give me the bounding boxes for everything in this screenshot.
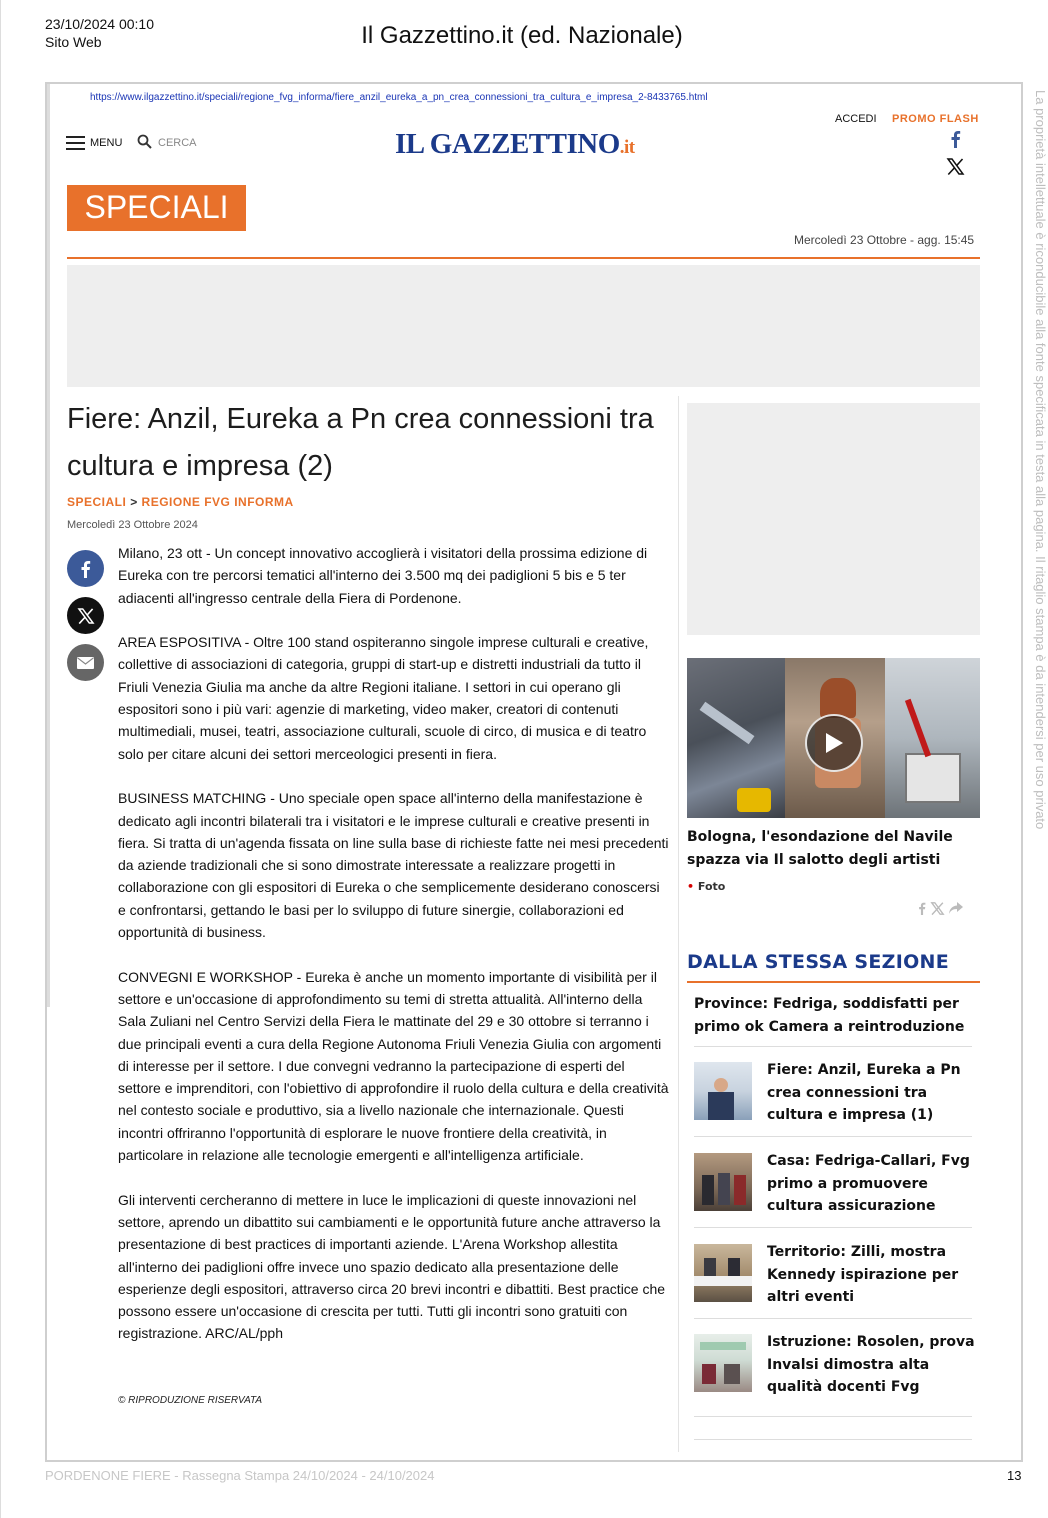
- same-section-heading: DALLA STESSA SEZIONE: [687, 951, 950, 973]
- related-title[interactable]: Fiere: Anzil, Eureka a Pn crea connessioni tra cultura e impresa (1): [767, 1062, 961, 1123]
- related-title[interactable]: Casa: Fedriga-Callari, Fvg primo a promuovere cultura assicurazione: [767, 1153, 970, 1214]
- article-paragraph: BUSINESS MATCHING - Uno speciale open space all'interno della manifestazione è dedicato agli incontri bilaterali tra i visitatori e le imprese culturali e creative presenti in fiera. Si tratta di un'agenda fissata on line sulla base di richieste fatte nei mesi precedenti da aziende tradizionali che si sono dimostrate interessate a realizzare progetti in collaborazione con gli espositori di Eureka o che semplicemente desiderano conoscersi e confrontarsi, gettando le basi per lo sviluppo di future sinergie, collaborazioni ed opportunità di business.: [118, 790, 669, 941]
- sidebar-ad-placeholder: [687, 403, 980, 635]
- article-paragraph: Milano, 23 ott - Un concept innovativo accoglierà i visitatori della prossima edizione di Eureka con tre percorsi tematici all'interno dei 3.500 mq dei padiglioni 5 bis e 5 ter adiacenti all'ingresso centrale della Fiera di Pordenone.: [118, 545, 648, 606]
- facebook-icon: [80, 559, 91, 579]
- share-x-button[interactable]: [67, 597, 104, 634]
- related-article-item[interactable]: [694, 1153, 979, 1233]
- article-paragraph: AREA ESPOSITIVA - Oltre 100 stand ospiteranno singole imprese culturali e creative, collettive di associazioni di categoria, gruppi di start-up e distretti industriali da tutto il Friuli Venezia Giulia ma anche da altre Regioni italiane. I settori in cui operano gli espositori sono i più vari: agenzie di marketing, video maker, creatori di contenuti multimediali, musei, teatri, associazione culturali, scuole di circo, di musica e di teatro solo per citare alcuni dei settori merceologici presenti in fiera.: [118, 634, 649, 762]
- mail-icon: [77, 657, 94, 669]
- search-button[interactable]: [137, 134, 197, 152]
- video-thumbnail[interactable]: [687, 658, 980, 818]
- related-article-first[interactable]: Province: Fedriga, soddisfatti per primo ok Camera a reintroduzione: [694, 996, 965, 1035]
- x-icon[interactable]: [947, 158, 964, 180]
- related-title[interactable]: Istruzione: Rosolen, prova Invalsi dimostra alta qualità docenti Fvg: [767, 1334, 975, 1395]
- related-article-item[interactable]: [694, 1334, 979, 1414]
- related-divider: [694, 1416, 972, 1417]
- x-icon: [931, 902, 944, 915]
- page-number: 13: [1007, 1468, 1022, 1483]
- article-paragraph: CONVEGNI E WORKSHOP - Eureka è anche un momento importante di visibilità per il settore e un'occasione di approfondimento su temi di stretta attualità. All'interno della Sala Zuliani nel Centro Servizi della Fiera le mattinate del 29 e 30 ottobre si terranno i due principali eventi a cura della Regione Autonoma Friuli Venezia Giulia con argomenti di interesse per il settore. I due convegni vedranno la partecipazione di esperti del settore e imprenditori, con l'obiettivo di approfondire il ruolo della cultura e della creatività nel contesto sociale e produttivo, sia a livello nazionale che internazionale. Questi incontri offriranno l'opportunità di esplorare le nuove frontiere della creatività, in particolare in relazione alle tecnologie emergenti e all'intelligenza artificiale.: [118, 968, 669, 1164]
- breadcrumb-subsection[interactable]: REGIONE FVG INFORMA: [141, 495, 294, 509]
- top-ad-placeholder: [67, 265, 980, 387]
- header-divider: [67, 257, 980, 259]
- related-divider: [694, 1046, 972, 1047]
- search-label: CERCA: [158, 137, 197, 149]
- share-facebook-button[interactable]: [67, 550, 104, 587]
- related-thumbnail: [694, 1062, 752, 1120]
- video-title[interactable]: Bologna, l'esondazione del Navile spazza via Il salotto degli artisti: [687, 829, 953, 868]
- related-title[interactable]: Territorio: Zilli, mostra Kennedy ispirazione per altri eventi: [767, 1244, 959, 1305]
- share-mail-button[interactable]: [67, 644, 104, 681]
- facebook-icon[interactable]: [950, 130, 961, 153]
- publication-title: Il Gazzettino.it (ed. Nazionale): [361, 22, 683, 49]
- video-share-icons: [918, 902, 963, 915]
- page-edge: [0, 0, 1, 1518]
- article-paragraph: Gli interventi cercheranno di mettere in luce le implicazioni di queste innovazioni nel settore, aprendo un dibattito sui cambiamenti e le opportunità future anche attraverso la presentazione di best practices di importanti aziende. L'Arena Workshop allestita all'interno dei padiglioni offre invece uno spazio dedicato alla presentazione delle esperienze degli espositori, attraverso circa 20 brevi incontri e dibattiti. Best practice che possono essere un'occasione di crescita per tutti. Tutti gli incontri sono gratuiti con registrazione. ARC/AL/pph: [118, 1191, 666, 1342]
- article-date: Mercoledì 23 Ottobre 2024: [67, 519, 198, 531]
- menu-icon: [66, 136, 85, 150]
- related-divider: [694, 1318, 972, 1319]
- play-icon[interactable]: [805, 714, 863, 772]
- related-divider: [694, 1439, 972, 1440]
- facebook-icon: [918, 902, 926, 915]
- heading-underline: [687, 981, 980, 983]
- article-body: [118, 542, 670, 1367]
- copyright-notice: © RIPRODUZIONE RISERVATA: [118, 1395, 263, 1406]
- column-divider: [678, 396, 679, 1452]
- menu-label: MENU: [90, 137, 123, 149]
- site-logo[interactable]: IL GAZZETTINO.it: [395, 128, 635, 160]
- related-thumbnail: [694, 1244, 752, 1302]
- share-icon: [949, 902, 963, 914]
- related-thumbnail: [694, 1334, 752, 1392]
- related-divider: [694, 1136, 972, 1137]
- breadcrumb: SPECIALI > REGIONE FVG INFORMA: [67, 495, 294, 509]
- article-url[interactable]: https://www.ilgazzettino.it/speciali/regione_fvg_informa/fiere_anzil_eureka_a_pn_crea_connessioni_tra_cultura_e_impresa_2-8433765.html: [90, 92, 708, 103]
- related-article-item[interactable]: [694, 1062, 979, 1142]
- menu-button[interactable]: [66, 136, 122, 150]
- article-title: Fiere: Anzil, Eureka a Pn crea connessioni tra cultura e impresa (2): [67, 403, 654, 482]
- search-icon: [137, 134, 152, 152]
- related-divider: [694, 1227, 972, 1228]
- related-article-item[interactable]: [694, 1244, 979, 1324]
- section-badge[interactable]: SPECIALI: [67, 185, 246, 231]
- login-link[interactable]: ACCEDI: [835, 113, 877, 125]
- print-header-date: 23/10/2024 00:10 Sito Web: [45, 16, 154, 50]
- breadcrumb-section[interactable]: SPECIALI: [67, 495, 127, 509]
- updated-timestamp: Mercoledì 23 Ottobre - agg. 15:45: [794, 233, 975, 247]
- copyright-side-note: La proprietà intellettuale è riconducibile alla fonte specificata in testa alla pagina. Il ritaglio stampa è da intendersi per uso privato: [1033, 90, 1048, 830]
- press-review-footer: PORDENONE FIERE - Rassegna Stampa 24/10/2024 - 24/10/2024: [45, 1468, 435, 1483]
- related-thumbnail: [694, 1153, 752, 1211]
- promo-link[interactable]: PROMO FLASH: [892, 113, 979, 125]
- x-icon: [78, 608, 94, 624]
- media-tag: • Foto: [687, 880, 726, 893]
